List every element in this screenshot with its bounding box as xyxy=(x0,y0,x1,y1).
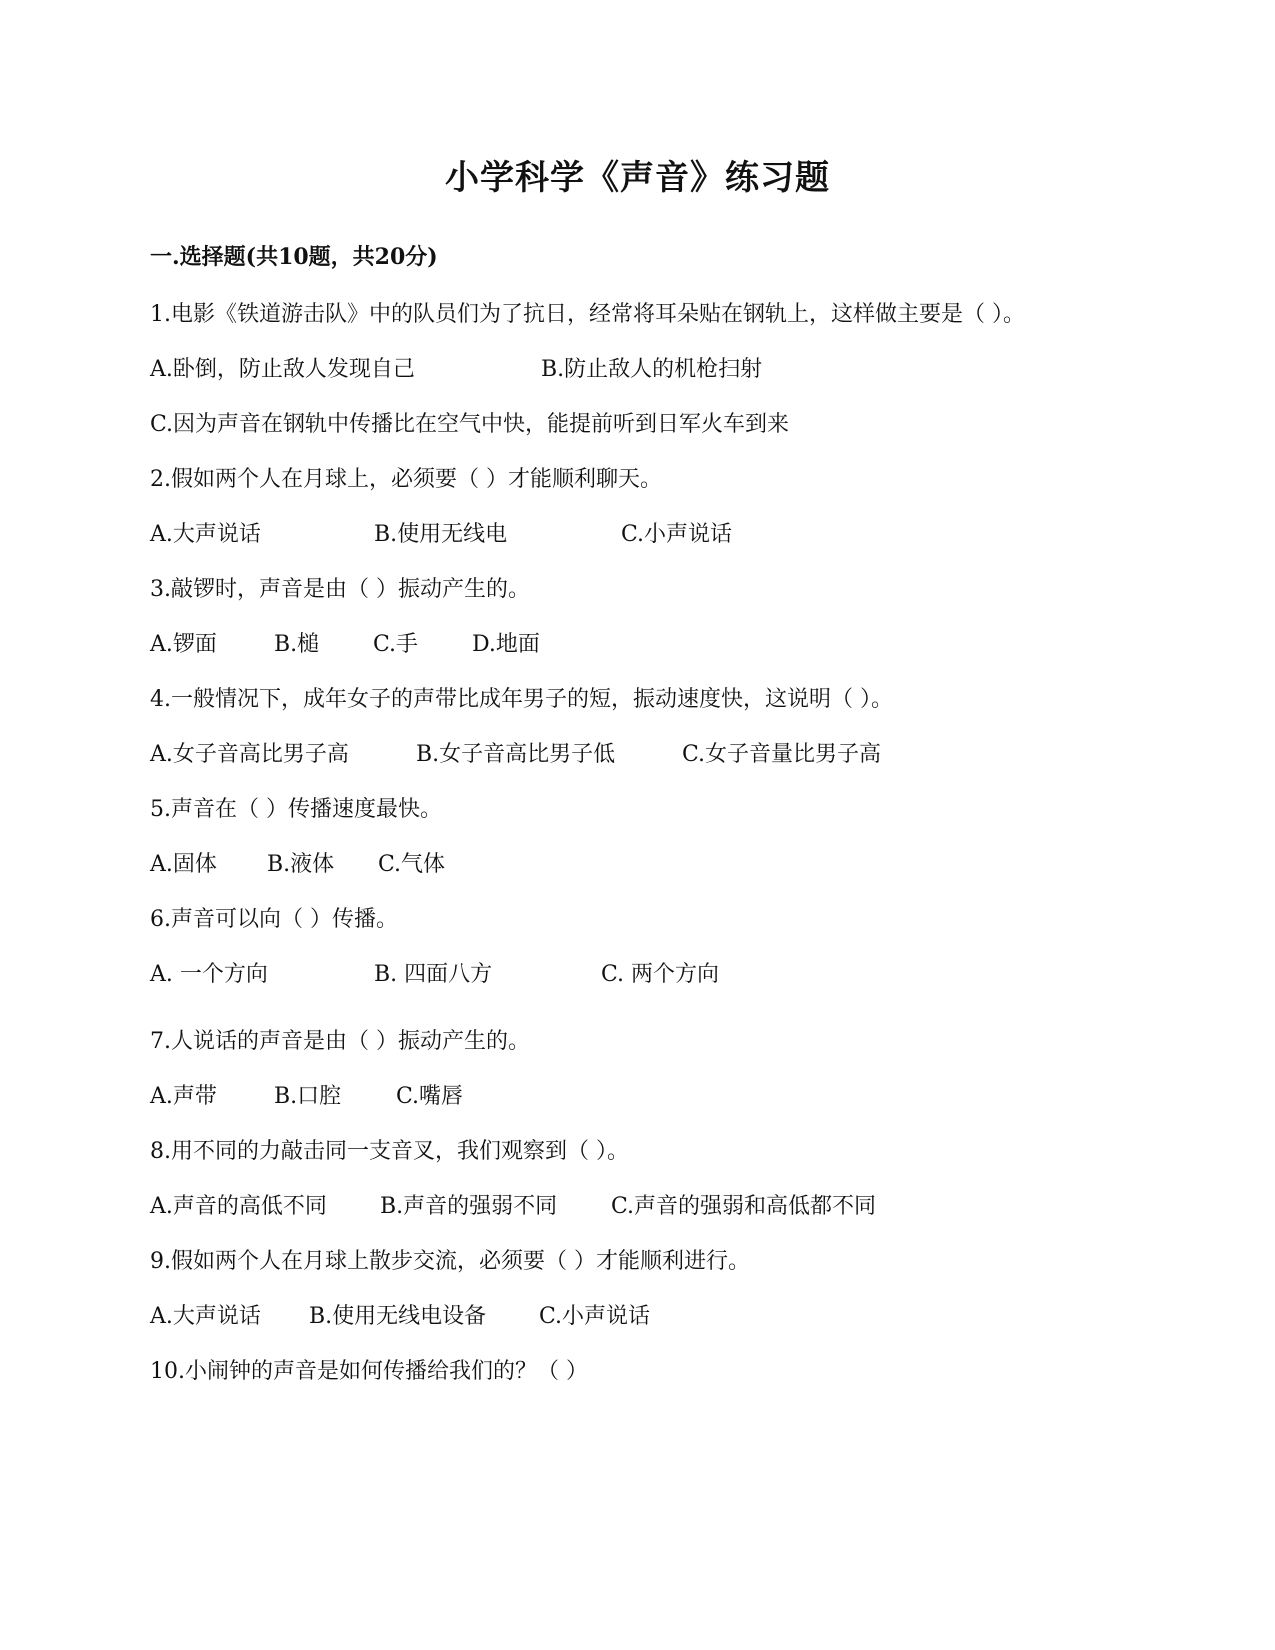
option-b: B.女子音高比男子低 xyxy=(416,742,616,767)
page-title: 小学科学《声音》练习题 xyxy=(445,158,830,198)
option-c: C.小声说话 xyxy=(621,522,733,547)
option-c: C.嘴唇 xyxy=(396,1084,464,1109)
option-a: A.大声说话 xyxy=(150,522,261,547)
option-a: A. 一个方向 xyxy=(150,962,268,987)
option-b: B.口腔 xyxy=(274,1084,342,1109)
option-a: A.女子音高比男子高 xyxy=(150,742,349,767)
options-2 xyxy=(150,518,1110,552)
option-b: B.槌 xyxy=(274,632,320,657)
option-c: C.气体 xyxy=(378,852,446,877)
option-b: B.使用无线电设备 xyxy=(309,1304,487,1329)
question-5: 5.声音在（ ）传播速度最快。 xyxy=(150,797,442,822)
options-1-extra xyxy=(150,408,1110,442)
question-4: 4.一般情况下，成年女子的声带比成年男子的短，振动速度快，这说明（ ）。 xyxy=(150,687,893,712)
question-10: 10.小闹钟的声音是如何传播给我们的？（ ） xyxy=(150,1359,588,1384)
option-a: A.固体 xyxy=(150,852,217,877)
option-c: C.小声说话 xyxy=(539,1304,651,1329)
question-3: 3.敲锣时，声音是由（ ）振动产生的。 xyxy=(150,577,530,602)
options-7 xyxy=(150,1080,1110,1114)
option-a: A.声音的高低不同 xyxy=(150,1194,327,1219)
option-a: A.声带 xyxy=(150,1084,217,1109)
option-a: A.锣面 xyxy=(150,632,217,657)
option-c: C.手 xyxy=(373,632,419,657)
option-c: C.女子音量比男子高 xyxy=(682,742,882,767)
question-7: 7.人说话的声音是由（ ）振动产生的。 xyxy=(150,1029,530,1054)
options-1 xyxy=(150,353,1110,387)
option-c: C.因为声音在钢轨中传播比在空气中快，能提前听到日军火车到来 xyxy=(150,412,790,437)
options-9 xyxy=(150,1300,1110,1334)
option-b: B.使用无线电 xyxy=(374,522,508,547)
option-c: C. 两个方向 xyxy=(601,962,720,987)
options-6 xyxy=(150,958,1110,992)
section-heading: 一.选择题(共10题，共20分) xyxy=(150,244,438,270)
question-9: 9.假如两个人在月球上散步交流，必须要（ ）才能顺利进行。 xyxy=(150,1249,750,1274)
options-4 xyxy=(150,738,1110,772)
question-8: 8.用不同的力敲击同一支音叉，我们观察到（ ）。 xyxy=(150,1139,629,1164)
options-3 xyxy=(150,628,1110,662)
question-6: 6.声音可以向（ ）传播。 xyxy=(150,907,398,932)
options-5 xyxy=(150,848,1110,882)
option-b: B.液体 xyxy=(267,852,335,877)
option-b: B.声音的强弱不同 xyxy=(380,1194,558,1219)
question-list xyxy=(150,298,1110,1410)
option-a: A.卧倒，防止敌人发现自己 xyxy=(150,357,415,382)
question-1: 1.电影《铁道游击队》中的队员们为了抗日，经常将耳朵贴在钢轨上，这样做主要是（ ）。 xyxy=(150,302,1025,327)
question-2: 2.假如两个人在月球上，必须要（ ）才能顺利聊天。 xyxy=(150,467,662,492)
option-d: D.地面 xyxy=(472,632,540,657)
options-8 xyxy=(150,1190,1110,1224)
option-a: A.大声说话 xyxy=(150,1304,261,1329)
option-b: B.防止敌人的机枪扫射 xyxy=(541,357,763,382)
option-b: B. 四面八方 xyxy=(374,962,493,987)
option-c: C.声音的强弱和高低都不同 xyxy=(611,1194,877,1219)
